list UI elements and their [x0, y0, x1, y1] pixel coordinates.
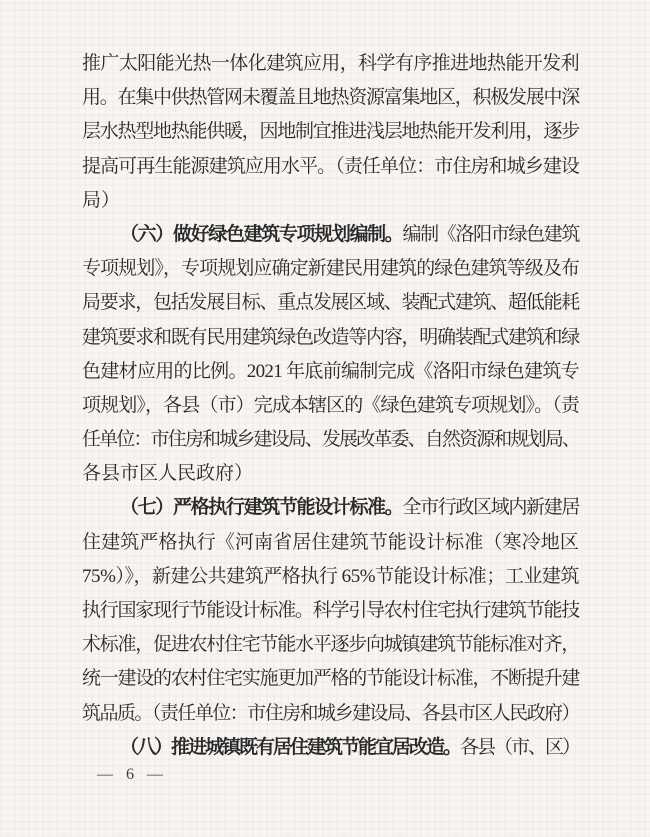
- text-segment: 各县市区人民政府）: [82, 463, 254, 485]
- text-line: [82, 697, 579, 731]
- text-line: [82, 184, 579, 218]
- text-line: [82, 389, 579, 423]
- text-line: [82, 150, 579, 184]
- text-line: [82, 252, 579, 286]
- text-line: [82, 423, 579, 457]
- text-segment: 编制《洛阳市绿色建筑: [402, 223, 579, 245]
- text-segment: 推广太阳能光热一体化建筑应用，科学有序推进地热能开发利: [82, 53, 579, 74]
- section-heading: （六）做好绿色建筑专项规划编制。: [120, 223, 403, 245]
- text-segment: 色建材应用的比例。2021 年底前编制完成《洛阳市绿色建筑专: [82, 360, 579, 382]
- text-line: [82, 491, 579, 525]
- section-heading: （七）严格执行建筑节能设计标准。: [120, 497, 403, 519]
- text-line: [82, 560, 579, 594]
- text-line: [82, 731, 579, 765]
- text-segment: 层水热型地热能供暖，因地制宜推进浅层地热能开发利用，逐步: [82, 121, 579, 143]
- text-line: [82, 526, 579, 560]
- text-segment: 用。在集中供热管网未覆盖且地热资源富集地区，积极发展中深: [82, 87, 579, 109]
- text-line: [82, 218, 579, 252]
- text-line: [82, 457, 579, 491]
- text-segment: 建筑要求和既有民用建筑绿色改造等内容，明确装配式建筑和绿: [82, 326, 579, 348]
- section-heading: （八）推进城镇既有居住建筑节能宜居改造。: [120, 736, 460, 758]
- text-segment: 住建筑严格执行《河南省居住建筑节能设计标准（寒冷地区: [82, 531, 579, 553]
- text-segment: 专项规划》，专项规划应确定新建民用建筑的绿色建筑等级及布: [82, 258, 579, 280]
- text-segment: 筑品质。（责任单位：市住房和城乡建设局、各县市区人民政府）: [82, 702, 579, 724]
- text-segment: 局）: [82, 189, 121, 211]
- text-segment: 项规划》，各县（市）完成本辖区的《绿色建筑专项规划》。（责: [82, 394, 579, 416]
- text-line: [82, 594, 579, 628]
- text-line: [82, 81, 579, 115]
- text-line: [82, 355, 579, 389]
- text-line: [82, 628, 579, 662]
- text-segment: 局要求，包括发展目标、重点发展区域、装配式建筑、超低能耗: [82, 292, 579, 314]
- text-segment: 提高可再生能源建筑应用水平。（责任单位：市住房和城乡建设: [82, 155, 579, 177]
- text-line: [82, 286, 579, 320]
- text-segment: 统一建设的农村住宅实施更加严格的节能设计标准，不断提升建: [82, 668, 579, 690]
- text-segment: 执行国家现行节能设计标准。科学引导农村住宅执行建筑节能技: [82, 600, 579, 621]
- page-number: — 6 —: [97, 766, 164, 783]
- text-segment: 全市行政区域内新建居: [402, 497, 579, 519]
- text-segment: 75%）》，新建公共建筑严格执行 65%节能设计标准；工业建筑: [82, 565, 579, 587]
- text-segment: 任单位：市住房和城乡建设局、发展改革委、自然资源和规划局、: [82, 429, 579, 451]
- text-line: [82, 662, 579, 696]
- text-line: [82, 115, 579, 149]
- text-segment: 术标准，促进农村住宅节能水平逐步向城镇建筑节能标准对齐，: [82, 634, 579, 656]
- text-line: [82, 321, 579, 355]
- text-line: [82, 47, 579, 81]
- text-segment: 各县（市、区）: [459, 736, 579, 758]
- document-body: [82, 47, 579, 765]
